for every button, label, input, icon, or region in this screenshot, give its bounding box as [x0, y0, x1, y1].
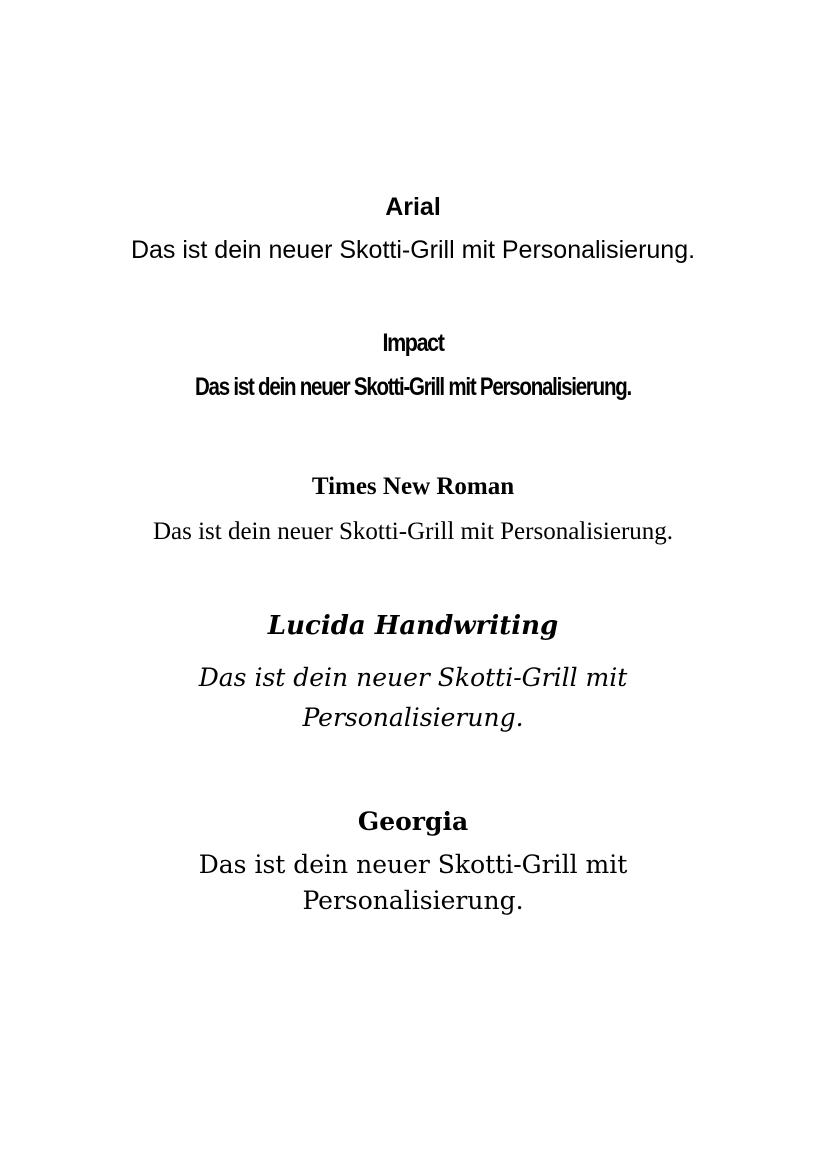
font-sample-text: Das ist dein neuer Skotti-Grill mit Personalisierung.: [152, 518, 674, 545]
font-sample-impact: [0, 326, 826, 404]
font-sample-text: Das ist dein neuer Skotti-Grill mit Personalisierung.: [198, 663, 628, 732]
font-sample-text: Das ist dein neuer Skotti-Grill mit Personalisierung.: [194, 373, 632, 401]
font-sample-times-new-roman: [0, 470, 826, 549]
font-name-heading: Georgia: [357, 807, 469, 836]
font-name-heading: Lucida Handwriting: [267, 611, 559, 641]
font-sample-lucida-handwriting: [0, 606, 826, 738]
font-name-heading: Times New Roman: [311, 473, 515, 500]
font-name-heading: Impact: [382, 329, 444, 357]
font-sample-arial: [0, 190, 826, 267]
font-name-heading: Arial: [385, 193, 441, 221]
font-sample-georgia: [0, 802, 826, 919]
font-sample-text: Das ist dein neuer Skotti-Grill mit Personalisierung.: [130, 236, 696, 264]
font-sample-text: Das ist dein neuer Skotti-Grill mit Personalisierung.: [198, 850, 628, 915]
